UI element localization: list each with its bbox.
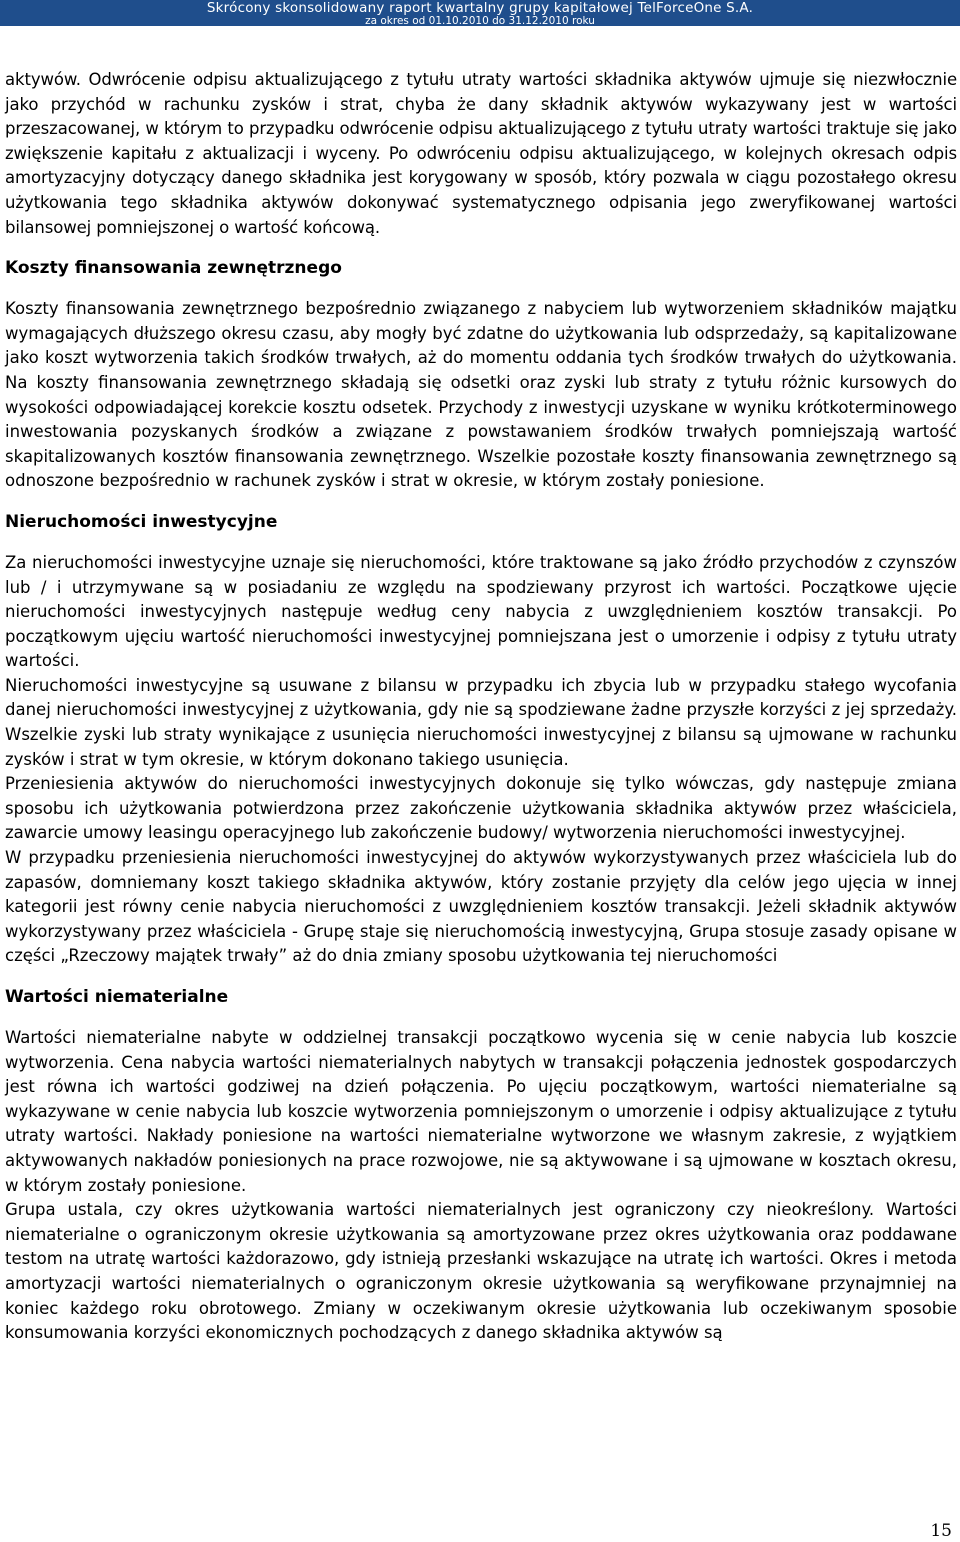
intro-paragraph: aktywów. Odwrócenie odpisu aktualizującego z tytułu utraty wartości składnika aktywów ujmuje się niezwłocznie jako przychód w rachunku zysków i strat, chyba że dany składnik aktywów wykazywany jest w wartości przeszacowanej, w którym to przypadku odwrócenie odpisu aktualizującego z tytułu utraty wartości traktuje się jako zwiększenie kapitału z aktualizacji i wyceny. Po odwróceniu odpisu aktualizującego, w kolejnych okresach odpis amortyzacyjny dotyczący danego składnika jest korygowany w sposób, który pozwala w ciągu pozostałego okresu użytkowania tego składnika aktywów dokonywać systematycznego odpisania jego zweryfikowanej wartości bilansowej pomniejszonej o wartość końcową. bbox=[5, 70, 957, 237]
investment-property-paragraph-2: Nieruchomości inwestycyjne są usuwane z bilansu w przypadku ich zbycia lub w przypadku stałego wycofania danej nieruchomości inwestycyjnej z użytkowania, gdy nie są spodziewane żadne przyszłe korzyści z jej sprzedaży. Wszelkie zyski lub straty wynikające z usunięcia nieruchomości inwestycyjnej z bilansu są ujmowane w rachunku zysków i strat w tym okresie, w którym dokonano takiego usunięcia. bbox=[5, 675, 957, 769]
header-subtitle: za okres od 01.10.2010 do 31.12.2010 roku bbox=[365, 15, 595, 27]
financing-costs-paragraph: Koszty finansowania zewnętrznego bezpośrednio związanego z nabyciem lub wytworzeniem składników majątku wymagających dłuższego okresu czasu, aby mogły być zdatne do użytkowania lub odsprzedaży, są kapitalizowane jako koszt wytworzenia takich środków trwałych, aż do momentu oddania tych środków trwałych do użytkowania. Na koszty finansowania zewnętrznego składają się odsetki oraz zyski lub straty z tytułu różnic kursowych do wysokości odpowiadającej korekcie kosztu odsetek. Przychody z inwestycji uzyskane w wyniku krótkoterminowego inwestowania pozyskanych środków a związane z powstawaniem środków trwałych pomniejszają wartość skapitalizowanych kosztów finansowania zewnętrznego. Wszelkie pozostałe koszty finansowania zewnętrznego są odnoszone bezpośrednio w rachunek zysków i strat w okresie, w którym zostały poniesione. bbox=[5, 299, 957, 491]
section-heading-investment-property: Nieruchomości inwestycyjne bbox=[5, 511, 278, 532]
section-heading-financing-costs: Koszty finansowania zewnętrznego bbox=[5, 258, 342, 279]
investment-property-paragraph-4: W przypadku przeniesienia nieruchomości inwestycyjnej do aktywów wykorzystywanych przez właściciela lub do zapasów, domniemany koszt takiego składnika aktywów, który zostanie przyjęty dla celów jego ujęcia w innej kategorii jest równy cenie nabycia nieruchomości z uwzględnieniem kosztów transakcji. Jeżeli składnik aktywów wykorzystywany przez właściciela - Grupę staje się nieruchomością inwestycyjną, Grupa stosuje zasady opisane w części „Rzeczowy majątek trwały” aż do dnia zmiany sposobu użytkowania tej nieruchomości bbox=[5, 848, 957, 966]
intangible-assets-paragraph-2: Grupa ustala, czy okres użytkowania wartości niematerialnych jest ograniczony czy nieokreślony. Wartości niematerialne o ograniczonym okresie użytkowania są amortyzowane przez okres użytkowania oraz poddawane testom na utratę wartości każdorazowo, gdy istnieją przesłanki wskazujące na utratę ich wartości. Okres i metoda amortyzacji wartości niematerialnych o ograniczonym okresie użytkowania są weryfikowane przynajmniej na koniec każdego roku obrotowego. Zmiany w oczekiwanym okresie użytkowania lub oczekiwanym sposobie konsumowania korzyści ekonomicznych pochodzących z danego składnika aktywów są bbox=[5, 1200, 957, 1343]
investment-property-paragraph-1: Za nieruchomości inwestycyjne uznaje się nieruchomości, które traktowane są jako źródło przychodów z czynszów lub / i utrzymywane są w posiadaniu ze względu na spodziewany przyrost ich wartości. Początkowe ujęcie nieruchomości inwestycyjnych następuje według ceny nabycia z uwzględnieniem kosztów transakcji. Po początkowym ujęciu wartość nieruchomości inwestycyjnej pomniejszana jest o umorzenie i odpisy z tytułu utraty wartości. bbox=[5, 552, 957, 671]
document-body bbox=[5, 68, 957, 1346]
header-title: Skrócony skonsolidowany raport kwartalny grupy kapitałowej TelForceOne S.A. bbox=[206, 0, 754, 16]
section-heading-intangible-assets: Wartości niematerialne bbox=[5, 987, 229, 1007]
intangible-assets-paragraph-1: Wartości niematerialne nabyte w oddzielnej transakcji początkowo wycenia się w cenie nabycia lub koszcie wytworzenia. Cena nabycia wartości niematerialnych nabytych w transakcji połączenia jednostek gospodarczych jest równa ich wartości godziwej na dzień połączenia. Po ujęciu początkowym, wartości niematerialne są wykazywane w cenie nabycia lub koszcie wytworzenia pomniejszonym o umorzenie i odpisy aktualizujące z tytułu utraty wartości. Nakłady poniesione na wartości niematerialne wytworzone we własnym zakresie, z wyjątkiem aktywowanych nakładów poniesionych na prace rozwojowe, nie są aktywowane i są ujmowane w kosztach okresu, w którym zostały poniesione. bbox=[5, 1028, 957, 1195]
page-number: 15 bbox=[930, 1521, 952, 1541]
investment-property-paragraph-3: Przeniesienia aktywów do nieruchomości inwestycyjnych dokonuje się tylko wówczas, gdy następuje zmiana sposobu ich użytkowania potwierdzona przez zakończenie użytkowania składnika aktywów przez właściciela, zawarcie umowy leasingu operacyjnego lub zakończenie budowy/ wytworzenia nieruchomości inwestycyjnej. bbox=[5, 774, 957, 843]
page-header bbox=[0, 0, 960, 26]
